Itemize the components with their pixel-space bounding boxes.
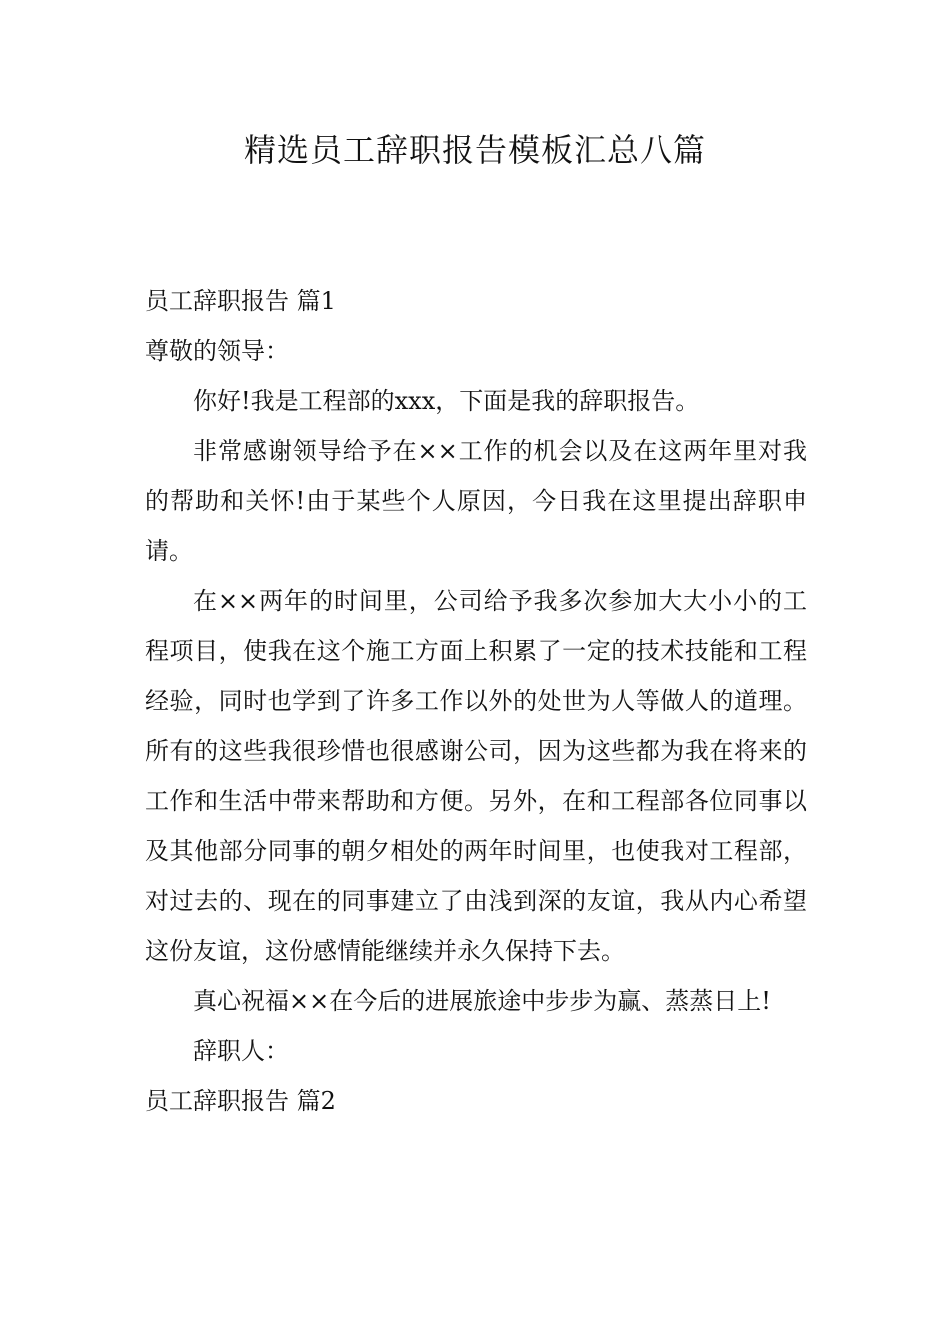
document-title: 精选员工辞职报告模板汇总八篇	[243, 131, 706, 169]
signature-line: 辞职人：	[193, 1037, 289, 1065]
paragraph: 你好!我是工程部的xxx，下面是我的辞职报告。	[193, 387, 700, 415]
paragraph: 非常感谢领导给予在××工作的机会以及在这两年里对我的帮助和关怀!由于某些个人原因，今日我在这里提出辞职申请。	[145, 437, 807, 565]
paragraph: 在××两年的时间里，公司给予我多次参加大大小小的工程项目，使我在这个施工方面上积累了一定的技术技能和工程经验，同时也学到了许多工作以外的处世为人等做人的道理。所有的这些我很珍惜也很感谢公司，因为这些都为我在将来的工作和生活中带来帮助和方便。另外，在和工程部各位同事以及其他部分同事的朝夕相处的两年时间里，也使我对工程部，对过去的、现在的同事建立了由浅到深的友谊，我从内心希望这份友谊，这份感情能继续并永久保持下去。	[145, 587, 807, 965]
paragraph: 真心祝福××在今后的进展旅途中步步为赢、蒸蒸日上!	[193, 987, 771, 1015]
section-heading: 员工辞职报告 篇2	[145, 1087, 336, 1115]
document-body	[145, 276, 807, 1126]
salutation: 尊敬的领导：	[145, 337, 289, 365]
section-heading: 员工辞职报告 篇1	[145, 287, 336, 315]
